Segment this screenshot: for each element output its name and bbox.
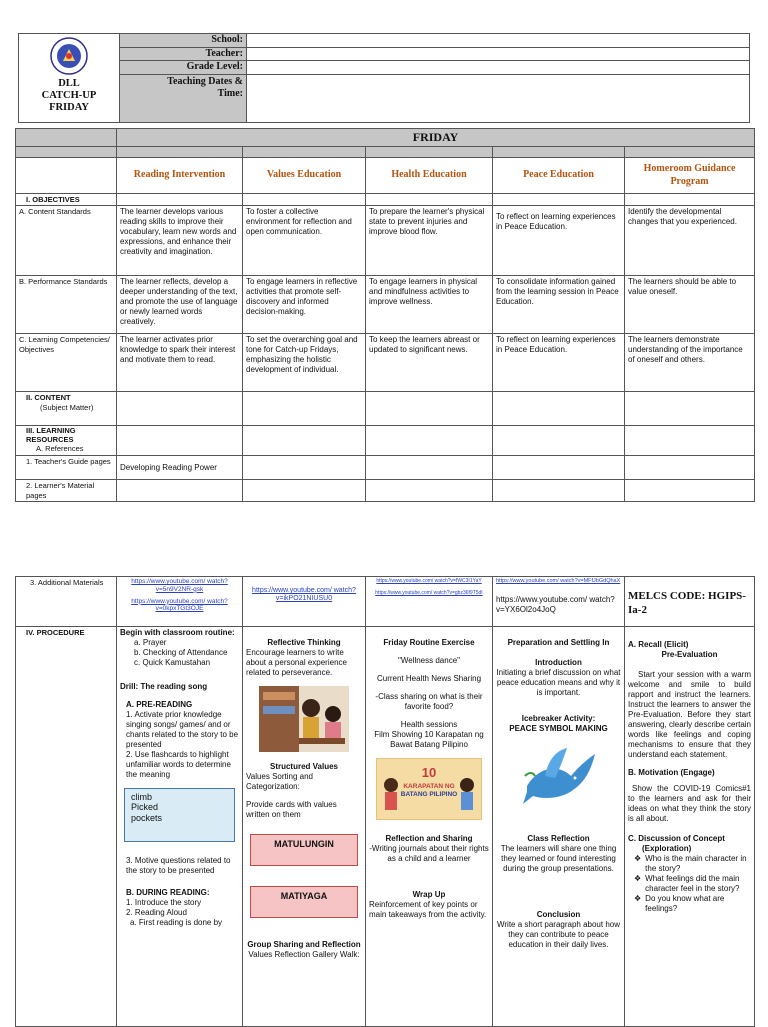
value-card-matiyaga: MATIYAGA xyxy=(250,886,358,918)
learners-material-label: 2. Learner's Material pages xyxy=(16,480,117,502)
diamond-bullet-icon: ❖ xyxy=(634,874,642,883)
school-label: School: xyxy=(120,34,247,48)
table-cell: To reflect on learning experiences in Peace Education. xyxy=(493,206,625,276)
reflective-thinking-desc: Encourage learners to write about a personal experience related to perseverance. xyxy=(246,648,347,677)
table-cell: To engage learners in physical and mindfulness activities to improve wellness. xyxy=(366,276,493,334)
catchup-title: CATCH-UP xyxy=(41,90,97,102)
list-item: 1. Introduce the story xyxy=(126,898,202,907)
content-label xyxy=(16,392,117,426)
subject-values-education: Values Education xyxy=(243,158,366,194)
reflection-sharing-desc: -Writing journals about their rights as a child and a learner xyxy=(369,844,489,863)
during-reading-title: B. DURING READING: xyxy=(126,888,210,897)
health-sessions-text: Health sessions xyxy=(400,720,458,729)
flashcard-word: climb xyxy=(131,792,153,802)
table-cell: To reflect on learning experiences in Peace Education. xyxy=(493,334,625,392)
subject-reading-intervention: Reading Intervention xyxy=(117,158,243,194)
karapatan-line2: BATANG PILIPINO xyxy=(400,791,458,798)
pre-reading-title: A. PRE-READING xyxy=(126,700,193,709)
routine-title: Begin with classroom routine: xyxy=(120,628,235,637)
melcs-code: MELCS CODE: HGIPS-Ia-2 xyxy=(625,577,755,627)
teaching-dates-label-line2: Time: xyxy=(217,87,243,99)
teachers-guide-value: Developing Reading Power xyxy=(117,456,243,480)
row-label: A. Content Standards xyxy=(16,206,117,276)
peace-video-link-small[interactable]: https://www.youtube.com/ watch?v=MFfJbGdQhaX xyxy=(496,578,621,584)
procedure-table xyxy=(15,576,755,1027)
health-links-cell xyxy=(366,577,493,627)
flashcard xyxy=(124,788,235,842)
resources-label xyxy=(16,426,117,456)
drill-title: Drill: The reading song xyxy=(120,682,208,691)
list-item: a. Prayer xyxy=(134,638,167,647)
deped-seal-logo xyxy=(50,37,88,75)
table-cell: The learner develops various reading skills to improve their vocabulary, learn new words and expressions, and enhance their creativity and imagination. xyxy=(117,206,243,276)
list-item: 1. Activate prior knowledge singing songs/ games/ and or chants related to the story to be presented xyxy=(126,710,239,749)
peace-dove-icon xyxy=(519,746,599,812)
list-item xyxy=(634,874,751,894)
wellness-dance-text: "Wellness dance" xyxy=(397,656,460,665)
peace-video-link[interactable]: https://www.youtube.com/ watch?v=YX6Ol2o4JoQ xyxy=(496,594,615,614)
teaching-dates-label xyxy=(120,74,247,122)
teachers-guide-label: 1. Teacher's Guide pages xyxy=(16,456,117,480)
table-row xyxy=(16,334,755,392)
question-text: What feelings did the main character feel in the story? xyxy=(645,874,740,893)
reading-procedure-cell xyxy=(117,627,243,1027)
flashcard-word: Picked xyxy=(131,802,159,813)
table-cell: To prepare the learner's physical state to prevent injuries and improve blood flow. xyxy=(366,206,493,276)
header-table xyxy=(18,33,750,123)
motive-questions-item: 3. Motive questions related to the story to be presented xyxy=(126,856,231,875)
list-item: 2. Reading Aloud xyxy=(126,908,187,917)
group-sharing-title: Group Sharing and Reflection xyxy=(247,940,361,949)
film-showing-text: Film Showing 10 Karapatan ng Bawat Batang Pilipino xyxy=(374,730,484,749)
karapatan-line1: KARAPATAN NG xyxy=(403,783,455,790)
karapatan-number: 10 xyxy=(421,765,437,780)
peace-procedure-cell xyxy=(493,627,625,1027)
children-reading-illustration xyxy=(259,686,349,752)
table-row xyxy=(16,276,755,334)
structured-values-desc: Values Sorting and Categorization: xyxy=(246,772,314,791)
reflection-sharing-title: Reflection and Sharing xyxy=(385,834,473,843)
question-text: Who is the main character in the story? xyxy=(645,854,747,873)
values-links-cell xyxy=(243,577,366,627)
reading-links-cell xyxy=(117,577,243,627)
introduction-title: Introduction xyxy=(535,658,582,667)
content-title: II. CONTENT xyxy=(26,393,71,403)
resources-title: III. LEARNING RESOURCES xyxy=(26,426,76,444)
during-reading-list xyxy=(120,898,239,928)
icebreaker-title: Icebreaker Activity: xyxy=(521,714,596,723)
health-procedure-cell xyxy=(366,627,493,1027)
objectives-label: I. OBJECTIVES xyxy=(16,194,117,206)
content-subtitle: (Subject Matter) xyxy=(40,402,94,412)
school-value xyxy=(247,34,750,48)
motivation-desc: Show the COVID-19 Comics#1 to the learners and ask for their ideas on what they think the story is all about. xyxy=(628,784,751,823)
values-video-link[interactable]: https://www.youtube.com/ watch?v=ikPO21NIUSU0 xyxy=(252,587,356,603)
conclusion-desc: Write a short paragraph about how they can contribute to peace education in their daily lives. xyxy=(496,920,621,949)
table-cell: To set the overarching goal and tone for Catch-up Fridays, emphasizing the holistic development of individual. xyxy=(243,334,366,392)
discussion-questions xyxy=(628,854,751,914)
table-cell: To engage learners in reflective activities that promote self-discovery and informed decision-making. xyxy=(243,276,366,334)
reflective-thinking-title: Reflective Thinking xyxy=(267,638,341,647)
grade-level-label: Grade Level: xyxy=(120,61,247,75)
diamond-bullet-icon: ❖ xyxy=(634,854,642,863)
list-item xyxy=(634,894,751,914)
header-logo-cell xyxy=(19,34,120,123)
additional-materials-label: 3. Additional Materials xyxy=(16,577,117,627)
procedure-label: IV. PROCEDURE xyxy=(16,627,117,1027)
table-row xyxy=(16,206,755,276)
subject-peace-education: Peace Education xyxy=(493,158,625,194)
class-reflection-desc: The learners will share one thing they learned or found interesting during the group presentations. xyxy=(500,844,617,873)
day-title: FRIDAY xyxy=(117,129,755,147)
list-item: 2. Use flashcards to highlight unfamiliar words to determine the meaning xyxy=(126,750,231,779)
table-cell: To consolidate information gained from the learning session in Peace Education. xyxy=(493,276,625,334)
recall-title: A. Recall (Elicit) xyxy=(628,640,689,649)
teacher-value xyxy=(247,47,750,61)
group-sharing-desc: Values Reflection Gallery Walk: xyxy=(248,950,360,959)
routine-exercise-title: Friday Routine Exercise xyxy=(383,638,475,647)
wrap-up-title: Wrap Up xyxy=(412,890,446,899)
list-item: a. First reading is done by xyxy=(130,918,223,927)
reading-video-link-2[interactable]: https://www.youtube.com/ watch?v=0kpxTGt3OJE xyxy=(131,597,228,613)
conclusion-title: Conclusion xyxy=(536,910,581,919)
health-video-link[interactable]: https://www.youtube.com/ watch?v=fWC3I1YaY xyxy=(376,578,482,584)
list-item xyxy=(634,854,751,874)
structured-values-title: Structured Values xyxy=(269,762,339,771)
homeroom-procedure-cell xyxy=(625,627,755,1027)
values-procedure-cell xyxy=(243,627,366,1027)
teaching-dates-value xyxy=(247,74,750,122)
teacher-label: Teacher: xyxy=(120,47,247,61)
list-item: c. Quick Kamustahan xyxy=(134,658,211,667)
wrap-up-desc: Reinforcement of key points or main takeaways from the activity. xyxy=(369,900,487,919)
subject-health-education: Health Education xyxy=(366,158,493,194)
class-sharing-text: -Class sharing on what is their favorite food? xyxy=(375,692,483,711)
recall-desc: Start your session with a warm welcome and smile to build rapport and instruct the learners. Instruct the learners to answer the Pre-Evaluation. Before they start answering, clearly describe certain words like feelings and coping mechanisms to ensure that they understand each statement. xyxy=(628,670,751,759)
preparation-title: Preparation and Settling In xyxy=(507,638,610,647)
table-cell: Identify the developmental changes that you experienced. xyxy=(625,206,755,276)
question-text: Do you know what are feelings? xyxy=(645,894,725,913)
motivation-title: B. Motivation (Engage) xyxy=(628,768,715,777)
table-cell: The learner activates prior knowledge to spark their interest and motivate them to read. xyxy=(117,334,243,392)
health-news-text: Current Health News Sharing xyxy=(376,674,482,683)
row-label: B. Performance Standards xyxy=(16,276,117,334)
teaching-dates-label-line1: Teaching Dates & xyxy=(167,75,243,87)
value-card-matulungin: MATULUNGIN xyxy=(250,834,358,866)
health-video-link-2[interactable]: https://www.youtube.com/ watch?v=gbz36f9T5dI xyxy=(375,590,483,596)
flashcard-word: pockets xyxy=(131,812,163,823)
table-cell: The learners should be able to value oneself. xyxy=(625,276,755,334)
friday-title: FRIDAY xyxy=(49,102,89,114)
diamond-bullet-icon: ❖ xyxy=(634,894,642,903)
table-cell: The learners demonstrate understanding of the importance of oneself and others. xyxy=(625,334,755,392)
routine-list xyxy=(120,638,239,668)
introduction-desc: Initiating a brief discussion on what peace education means and why it is important. xyxy=(496,668,621,697)
list-item: b. Checking of Attendance xyxy=(134,648,228,657)
row-label: C. Learning Competencies/ Objectives xyxy=(16,334,117,392)
icebreaker-subtitle: PEACE SYMBOL MAKING xyxy=(509,724,608,733)
pre-evaluation-title: Pre-Evaluation xyxy=(661,650,718,659)
references-label: A. References xyxy=(36,443,84,453)
grade-level-value xyxy=(247,61,750,75)
table-cell: To foster a collective environment for reflection and open communication. xyxy=(243,206,366,276)
dll-title: DLL xyxy=(58,78,80,89)
table-cell: The learner reflects, develop a deeper understanding of the text, and promote the use of language or newly learned words creatively. xyxy=(117,276,243,334)
table-cell: To keep the learners abreast or updated to significant news. xyxy=(366,334,493,392)
discussion-title: C. Discussion of Concept xyxy=(628,834,725,843)
class-reflection-title: Class Reflection xyxy=(527,834,590,843)
pre-reading-list xyxy=(120,710,239,780)
discussion-subtitle: (Exploration) xyxy=(642,844,692,853)
reading-video-link-1[interactable]: https://www.youtube.com/ watch?v=5n9V2NR-gsk xyxy=(131,578,228,593)
karapatan-illustration xyxy=(376,758,482,820)
peace-links-cell xyxy=(493,577,625,627)
main-table xyxy=(15,128,755,502)
subject-homeroom-guidance: Homeroom Guidance Program xyxy=(625,158,755,194)
cards-desc: Provide cards with values written on them xyxy=(246,800,337,819)
